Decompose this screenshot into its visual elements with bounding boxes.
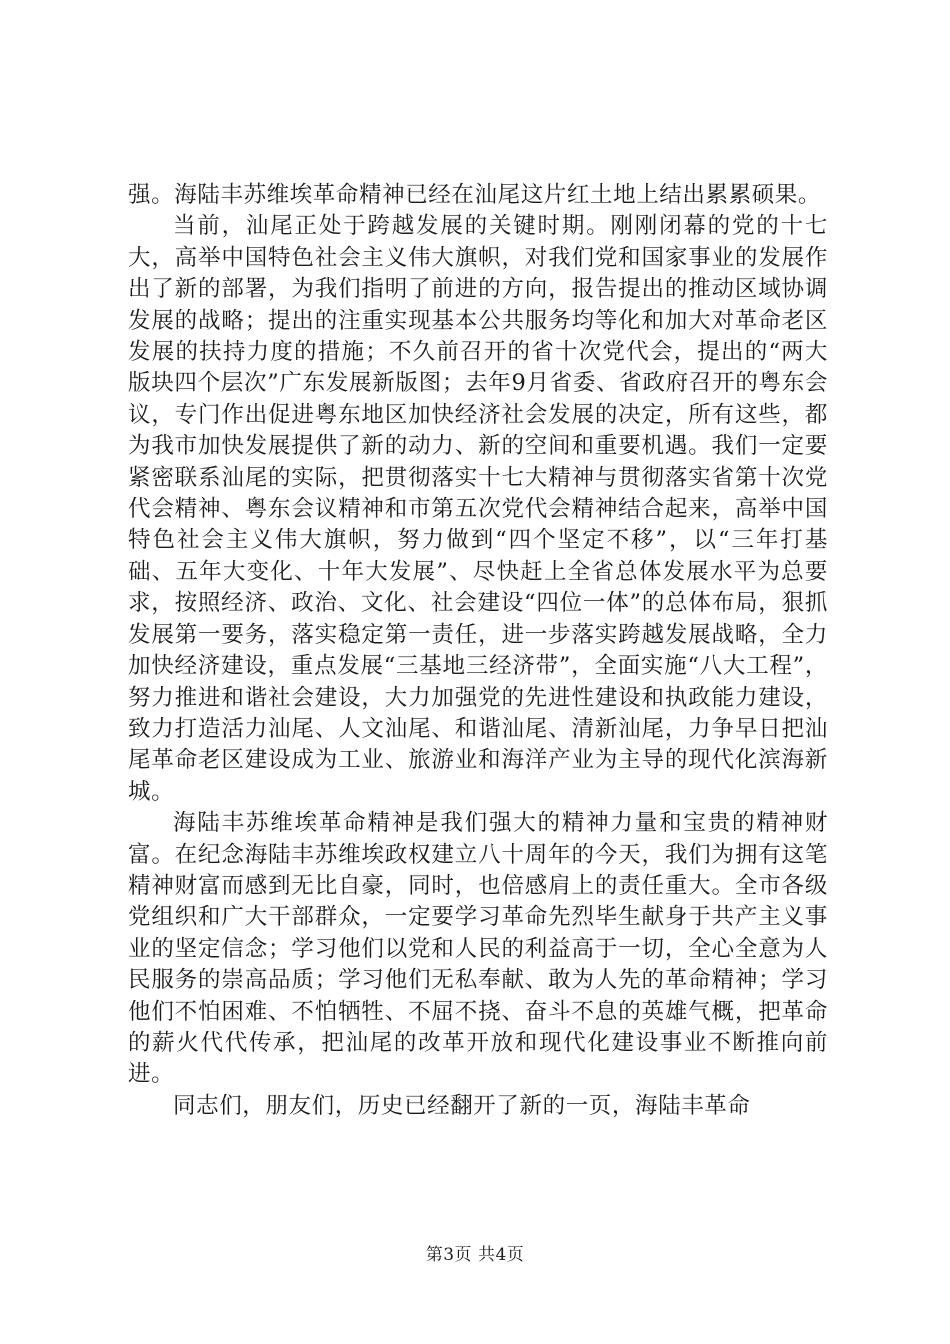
paragraph-development: 当前，汕尾正处于跨越发展的关键时期。刚刚闭幕的党的十七大，高举中国特色社会主义伟大旗帜，对我们党和国家事业的发展作出了新的部署，为我们指明了前进的方向，报告提出的推动区域协调发展的战略；提出的注重实现基本公共服务均等化和加大对革命老区发展的扶持力度的措施；不久前召开的省十次党代会，提出的“两大版块四个层次”广东发展新版图；去年9月省委、省政府召开的粤东会议，专门作出促进粤东地区加快经济社会发展的决定，所有这些，都为我市加快发展提供了新的动力、新的空间和重要机遇。我们一定要紧密联系汕尾的实际，把贯彻落实十七大精神与贯彻落实省第十次党代会精神、粤东会议精神和市第五次党代会精神结合起来，高举中国特色社会主义伟大旗帜，努力做到“四个坚定不移”，以“三年打基础、五年大变化、十年大发展”、尽快赶上全省总体发展水平为总要求，按照经济、政治、文化、社会建设“四位一体”的总体布局，狠抓发展第一要务，落实稳定第一责任，进一步落实跨越发展战略，全力加快经济建设，重点发展“三基地三经济带”，全面实施“八大工程”，努力推进和谐社会建设，大力加强党的先进性建设和执政能力建设，致力打造活力汕尾、人文汕尾、和谐汕尾、清新汕尾，力争早日把汕尾革命老区建设成为工业、旅游业和海洋产业为主导的现代化滨海新城。 xyxy=(128,213,828,805)
page-number-label: 第3页 共4页 xyxy=(425,1245,525,1265)
body-text xyxy=(128,180,828,1122)
paragraph-continuation: 强。海陆丰苏维埃革命精神已经在汕尾这片红土地上结出累累硕果。 xyxy=(128,182,822,208)
paragraph-spirit: 海陆丰苏维埃革命精神是我们强大的精神力量和宝贵的精神财富。在纪念海陆丰苏维埃政权建立八十周年的今天，我们为拥有这笔精神财富而感到无比自豪，同时，也倍感肩上的责任重大。全市各级党组织和广大干部群众，一定要学习革命先烈毕生献身于共产主义事业的坚定信念；学习他们以党和人民的利益高于一切，全心全意为人民服务的崇高品质；学习他们无私奉献、敢为人先的革命精神；学习他们不怕困难、不怕牺牲、不屈不挠、奋斗不息的英雄气概，把革命的薪火代代传承，把汕尾的改革开放和现代化建设事业不断推向前进。 xyxy=(128,810,828,1088)
paragraph-closing: 同志们，朋友们，历史已经翻开了新的一页，海陆丰革命 xyxy=(173,1092,751,1119)
page-footer xyxy=(0,1244,950,1266)
